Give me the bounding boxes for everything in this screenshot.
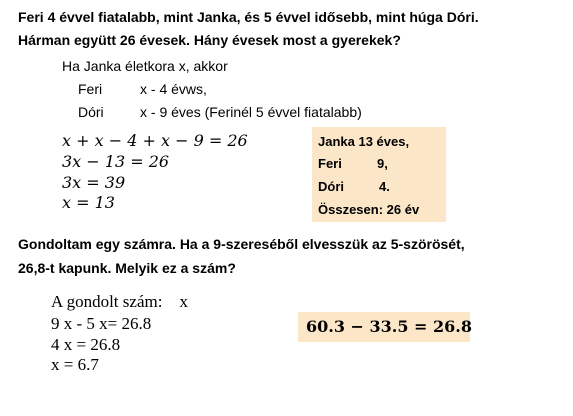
solution-line-4: x = 6.7 [51,355,99,374]
equation-3: 3x = 39 [62,173,126,192]
setup-feri-expr: x - 4 évws, [140,81,207,97]
problem1-line2: Hárman együtt 26 évesek. Hány évesek most a gyerekek? [18,32,401,48]
setup-intro: Ha Janka életkora x, akkor [62,58,228,74]
problem2-line1: Gondoltam egy számra. Ha a 9-szereséből elvesszük az 5-szörösét, [18,236,465,252]
answer-feri-label: Feri [318,156,342,171]
solution-line-2: 9 x - 5 x= 26.8 [51,314,152,333]
setup-feri-name: Feri [78,81,103,97]
answer-janka: Janka 13 éves, [318,134,410,149]
setup-dori-expr: x - 9 éves (Ferinél 5 évvel fiatalabb) [140,104,362,120]
problem2-line2: 26,8-t kapunk. Melyik ez a szám? [18,260,236,276]
problem1-line1: Feri 4 évvel fiatalabb, mint Janka, és 5 évvel idősebb, mint húga Dóri. [18,9,479,25]
check-equation: 60.3 − 33.5 = 26.8 [306,317,472,336]
solution-line-3: 4 x = 26.8 [51,335,121,354]
equation-2: 3x − 13 = 26 [62,152,170,171]
equation-4: x = 13 [62,193,115,212]
solution-line-1: A gondolt szám: x [51,292,188,311]
answer-dori-label: Dóri [318,179,344,194]
check-box [298,312,470,342]
answer-feri-value: 9, [377,156,388,171]
answer-dori-value: 4. [379,179,390,194]
setup-dori-name: Dóri [78,104,104,120]
equation-1: x + x − 4 + x − 9 = 26 [62,131,248,150]
answer-total: Összesen: 26 év [318,202,420,217]
answer-box [312,127,446,222]
